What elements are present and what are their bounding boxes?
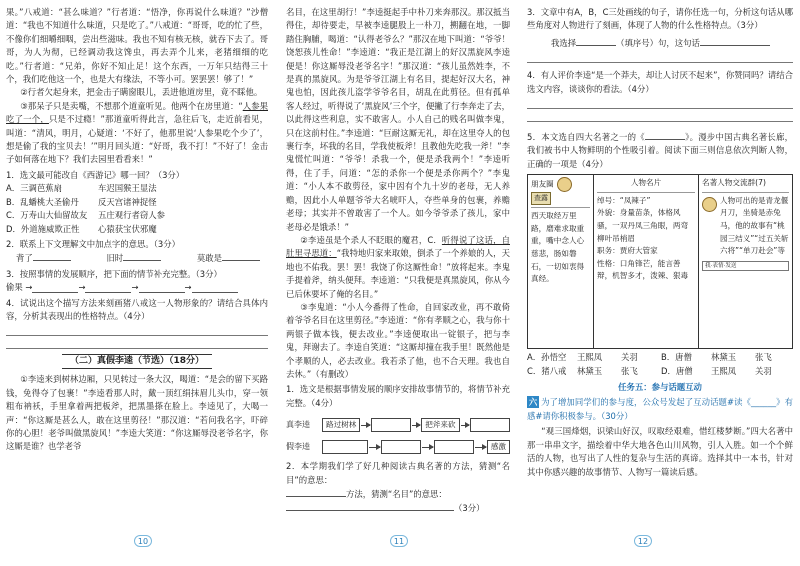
- flow-blank[interactable]: [371, 418, 411, 432]
- arrow: [475, 447, 486, 448]
- option-text: 车迟国猴王显法: [98, 183, 157, 194]
- arrow: [422, 447, 433, 448]
- passage-para: ②李逵虽是个杀人不眨眼的魔君，C．听得说了这话，自肚里寻思道：“我特地归家来取娘，倒杀了一个养娘的人，天地也不佑我。罢！罢！我饶了你这厮性命！”放将起来。李鬼手提着斧，纳头便拜。李逵道：“只我便是真黑旋风，你从今已后休要坏了俺的名目。”: [286, 234, 511, 299]
- answer-line[interactable]: [222, 251, 260, 261]
- q1-options: [6, 182, 268, 236]
- flow-blank[interactable]: [322, 440, 368, 454]
- question-3: 3．按照事情的发展顺序，把下面的情节补充完整。（3分）: [6, 268, 222, 279]
- answer-line[interactable]: [700, 36, 770, 46]
- question-1: 1．选文最可能改自《西游记》哪一回？（3分）: [6, 169, 185, 180]
- task-heading: 任务五：参与话题互动: [618, 382, 702, 393]
- answer-line[interactable]: [6, 323, 268, 336]
- q2-answer: 方法，猜测“名目”的意思：: [286, 487, 510, 501]
- section-six-prompt: 六 为了增加同学们的参与度，公众号发起了互动话题#读《______》有感#请你积极参与。（30分）: [527, 397, 793, 421]
- flow-box: 把斧来砍: [421, 418, 459, 432]
- flow-blank[interactable]: [470, 418, 510, 432]
- question-4: 4．有人评价李逵“是一个莽夫，却让人讨厌不起来”，你赞同吗？请结合选文内容，谈谈你的看法。（4分）: [527, 70, 793, 94]
- card-title: 朋友圈: [531, 179, 554, 189]
- page-10: [6, 6, 268, 454]
- option-text: 心猿获宝伏邪魔: [98, 223, 157, 234]
- option[interactable]: D．唐僧: [661, 365, 693, 376]
- question-3: 3．文章中有A，B，C三处画线的句子，请你任选一句，分析这句话从哪些角度对人物进行了刻画，体现了人物的什么性格特点。（3分）: [527, 7, 793, 31]
- card-text: 西天取经万里路，磨难求取重重，嘴中念人心慈悲，肠如磐石，一切如衷得真经。: [531, 207, 590, 286]
- option-text: 反天宫诸神捉怪: [98, 196, 157, 207]
- flow-label: 假李逵: [286, 442, 310, 452]
- passage-para: ③那呆子只是卖嘴，不想那个道童听见。他两个在房里道：“人参果吃了一个，只是不过瘾！”那道童听得此言，急往后飞，走近前看见，叫道：“清风，明月，心疑道：‘不好了，他那里说‘人参果吃个少了’，想是偷了我的宝贝去！’”明月回头道：“好哥，我不打！”不好了！金击子如何落在地下？我们去园里看看来！”: [6, 100, 269, 165]
- q3-choose: 我选择 （填序号）句，这句话: [527, 36, 793, 50]
- flow-box: 路过树林: [322, 418, 360, 432]
- question-2: 2．本学期我们学了好几种阅读古典名著的方法，猜测“名目”的意思：: [286, 461, 510, 485]
- option[interactable]: B．唐僧: [661, 352, 692, 363]
- section-number: 六: [528, 397, 538, 408]
- section-title: （二）真假李逵（节选）（18分）: [62, 354, 212, 369]
- passage-para: ②行者欠起身来，把金击子瞒窗眼儿，丢进他道房里，竟不睬他。: [20, 87, 263, 98]
- answer-line[interactable]: [192, 283, 238, 293]
- answer-line[interactable]: [33, 251, 71, 261]
- question-2: 2．联系上下文理解文中加点字的意思。（3分）: [6, 238, 180, 249]
- answer-line[interactable]: [527, 50, 793, 63]
- answer-line[interactable]: [286, 501, 454, 511]
- question-5: 5．本文选自四大名著之一的《 》。漫步中国古典名著长廊，我们被书中人物鲜明的个性吸引着。阅读下面三则信息依次判断人物，正确的一项是（4分）: [527, 132, 793, 169]
- flow-blank[interactable]: [434, 440, 474, 454]
- page-11: [286, 6, 510, 516]
- card-title: 人物名片: [630, 178, 662, 188]
- character-info-table: [527, 174, 793, 349]
- card-text: 绰号：“凤辣子” 外貌：身量苗条，体格风骚，一双丹凤三角眼，两弯柳叶吊梢眉 职务：贾府大管家 性格：口角锋芒，能言善辩，机智多才，泼辣、狠毒: [597, 192, 695, 283]
- name-card: [594, 175, 699, 348]
- answer-line[interactable]: [6, 336, 268, 349]
- option[interactable]: C．猪八戒: [527, 365, 567, 376]
- answer-line[interactable]: [645, 130, 685, 140]
- page-number: 11: [390, 535, 408, 547]
- q2-words: 背了 旧时 莫敢是: [6, 251, 268, 265]
- card-text: 人物可出的是青龙偃月刀，坐骑是赤兔马，他的故事有“桃园三结义”“过五关斩六将”“单刀赴会”等: [720, 195, 789, 256]
- arrow: [369, 447, 380, 448]
- passage-para: 名目，在这里胡行！”李逵挺起手中朴刀来奔那汉。那汉抵当得住，却待要走，早被李逵腿股上一朴刀，搠翻在地，一脚踏住胸脯，喝道：“认得老爷么？”那汉在地下叫道：“爷爷！饶恕孩儿性命！”李逵道：“我正是江湖上的好汉黑旋风李逵便是！你这厮辱没老爷名字！”那汉道：“孩儿虽然姓李，不是真的黑旋风。为是爷爷江湖上有名目，提起好汉大名，神鬼也怕，因此孩儿盗学爷爷名目，胡乱在此剪径。但有孤单客人经过，听得说了‘黑旋风’三个字，便撇了行李奔走了去，以此得这些利息，实不敢害人。小人自己的贱名叫做李鬼，只在这前村住。”李逵道：“巨耐这厮无礼，却在这里夺人的包裹行李，坏我的名目，学我使板斧！且教他先吃我一斧！”李鬼慌忙叫道：“爷爷！杀我一个，便是杀我两个！”李逵听得，住了手，问道：“怎的杀你一个便是杀你两个？”李鬼道：“小人本不敢剪径，家中因有个九十岁的老母，无人养赡，因此小人单题爷爷大名唬吓人，夺些单身的包裹，养赡老母；其实并不曾敢害了一个人。如今爷爷杀了孩儿，家中老母必是饿杀！”: [286, 7, 510, 232]
- answer-line[interactable]: [286, 487, 346, 497]
- flow-blank[interactable]: [381, 440, 421, 454]
- moments-card: [528, 175, 594, 348]
- option[interactable]: C．万寿山大仙留故友: [6, 210, 88, 221]
- arrow: [412, 425, 420, 426]
- page-number: 12: [634, 535, 652, 547]
- option-text: 五庄观行者窃人参: [98, 210, 165, 221]
- answer-line[interactable]: [32, 283, 78, 293]
- option[interactable]: B．乱蟠桃大圣偷丹: [6, 196, 79, 207]
- plot-flowchart: [286, 414, 510, 458]
- passage-para: ①李逵来到树林边厢，只见转过一条大汉，喝道：“是会的留下买路钱，免得夺了包裹！”李逵看那人时，戴一顶红绢抹眉儿头巾，穿一领粗布衲袄，手里拿着两把板斧，把黑墨搽在脸上。李逵见了，大喝一声：“你这厮是甚么人，敢在这里剪径！”那汉道：“若问我名字，吓碎你的心胆！老爷叫做黑旋风！”李逵大笑道：“你这厮辱没老爷名字，你这厮是谁？也学老爷: [6, 374, 268, 452]
- q5-options: A．孙悟空 王熙凤 关羽 B．唐僧 林黛玉 张飞 C．猪八戒 林黛玉 张飞 D．唐僧 王熙凤 关羽: [527, 351, 793, 378]
- chat-input-bar: 我·表情·发送: [702, 261, 789, 271]
- answer-line[interactable]: [123, 251, 161, 261]
- answer-line[interactable]: [527, 96, 793, 109]
- answer-line[interactable]: [576, 36, 616, 46]
- flow-label: 真李逵: [286, 420, 310, 430]
- question-1: 1．选文是根据事情发展的顺序安排故事情节的，将情节补充完整。（4分）: [286, 384, 510, 408]
- option[interactable]: A．三调芭蕉扇: [6, 183, 62, 194]
- page-12: [527, 6, 793, 479]
- avatar-icon: [557, 177, 572, 192]
- option[interactable]: D．外道施威欺正性: [6, 223, 80, 234]
- flow-box: 感激: [487, 440, 510, 454]
- passage-para: 果。”八戒道：“甚么味道？”行者道：“悟净，你再说什么味道？”沙僧道：“我也不知道什么味道，只是吃了。”八戒道：“哥哥，吃的忙了些，不像你们细嚼细咽，尝出些滋味。我也不知有核无核，就吞下去了。哥哥，为人为彻，已经调动我这馋虫，再去弄个儿来，老猪细细的吃吃。”行者道：“兄弟，你好不知止足！这个东西，一万年只结得三十个，我们吃他这一个，也是大有缘法，不等小可。罢罢罢！够了！”: [6, 7, 268, 85]
- answer-line[interactable]: [139, 283, 185, 293]
- question-4: 4．试说出这个描写方法来刻画猪八戒这一人物形象的？请结合具体内容，分析其表现出的性格特点。（4分）: [6, 297, 268, 321]
- tag: 查露: [531, 192, 551, 205]
- card-title: 名著人物交流群(7): [702, 178, 766, 188]
- passage-para: ③李鬼道：“小人今番得了性命，自回家改业，再不敢倚着爷爷名目在这里剪径。”李逵道：“你有孝顺之心，我与你十两银子做本钱，便去改业。”李逵便取出一锭银子，把与李鬼，拜谢去了。李逵自笑道：“这厮却撞在我手里！既然他是个孝顺的人，必去改业。我若杀了他，也不合天理。我也自去休。”（有删改）: [286, 301, 510, 379]
- page-number: 10: [134, 535, 152, 547]
- answer-line[interactable]: [527, 109, 793, 122]
- option[interactable]: A．孙悟空: [527, 352, 567, 363]
- avatar-icon: [702, 197, 717, 212]
- arrow: [361, 425, 369, 426]
- group-chat-card: [699, 175, 792, 348]
- essay-prompt: “观三国烽烟，识梁山好汉，叹取经艰难，惜红楼梦断。”四大名著中那一串串文字，描绘着中华大地各色山川风物，引人入胜。如一个个鲜活的人物，也写出了人性的复杂与生活的真谛。选择其中一本书，针对其中你感兴趣的故事情节、人物写一篇读后感。: [527, 426, 793, 477]
- answer-line[interactable]: [85, 283, 131, 293]
- q3-flow: 偷果 → → → →: [6, 281, 268, 294]
- q2-answer-line-2: （3分）: [286, 501, 510, 515]
- arrow: [461, 425, 469, 426]
